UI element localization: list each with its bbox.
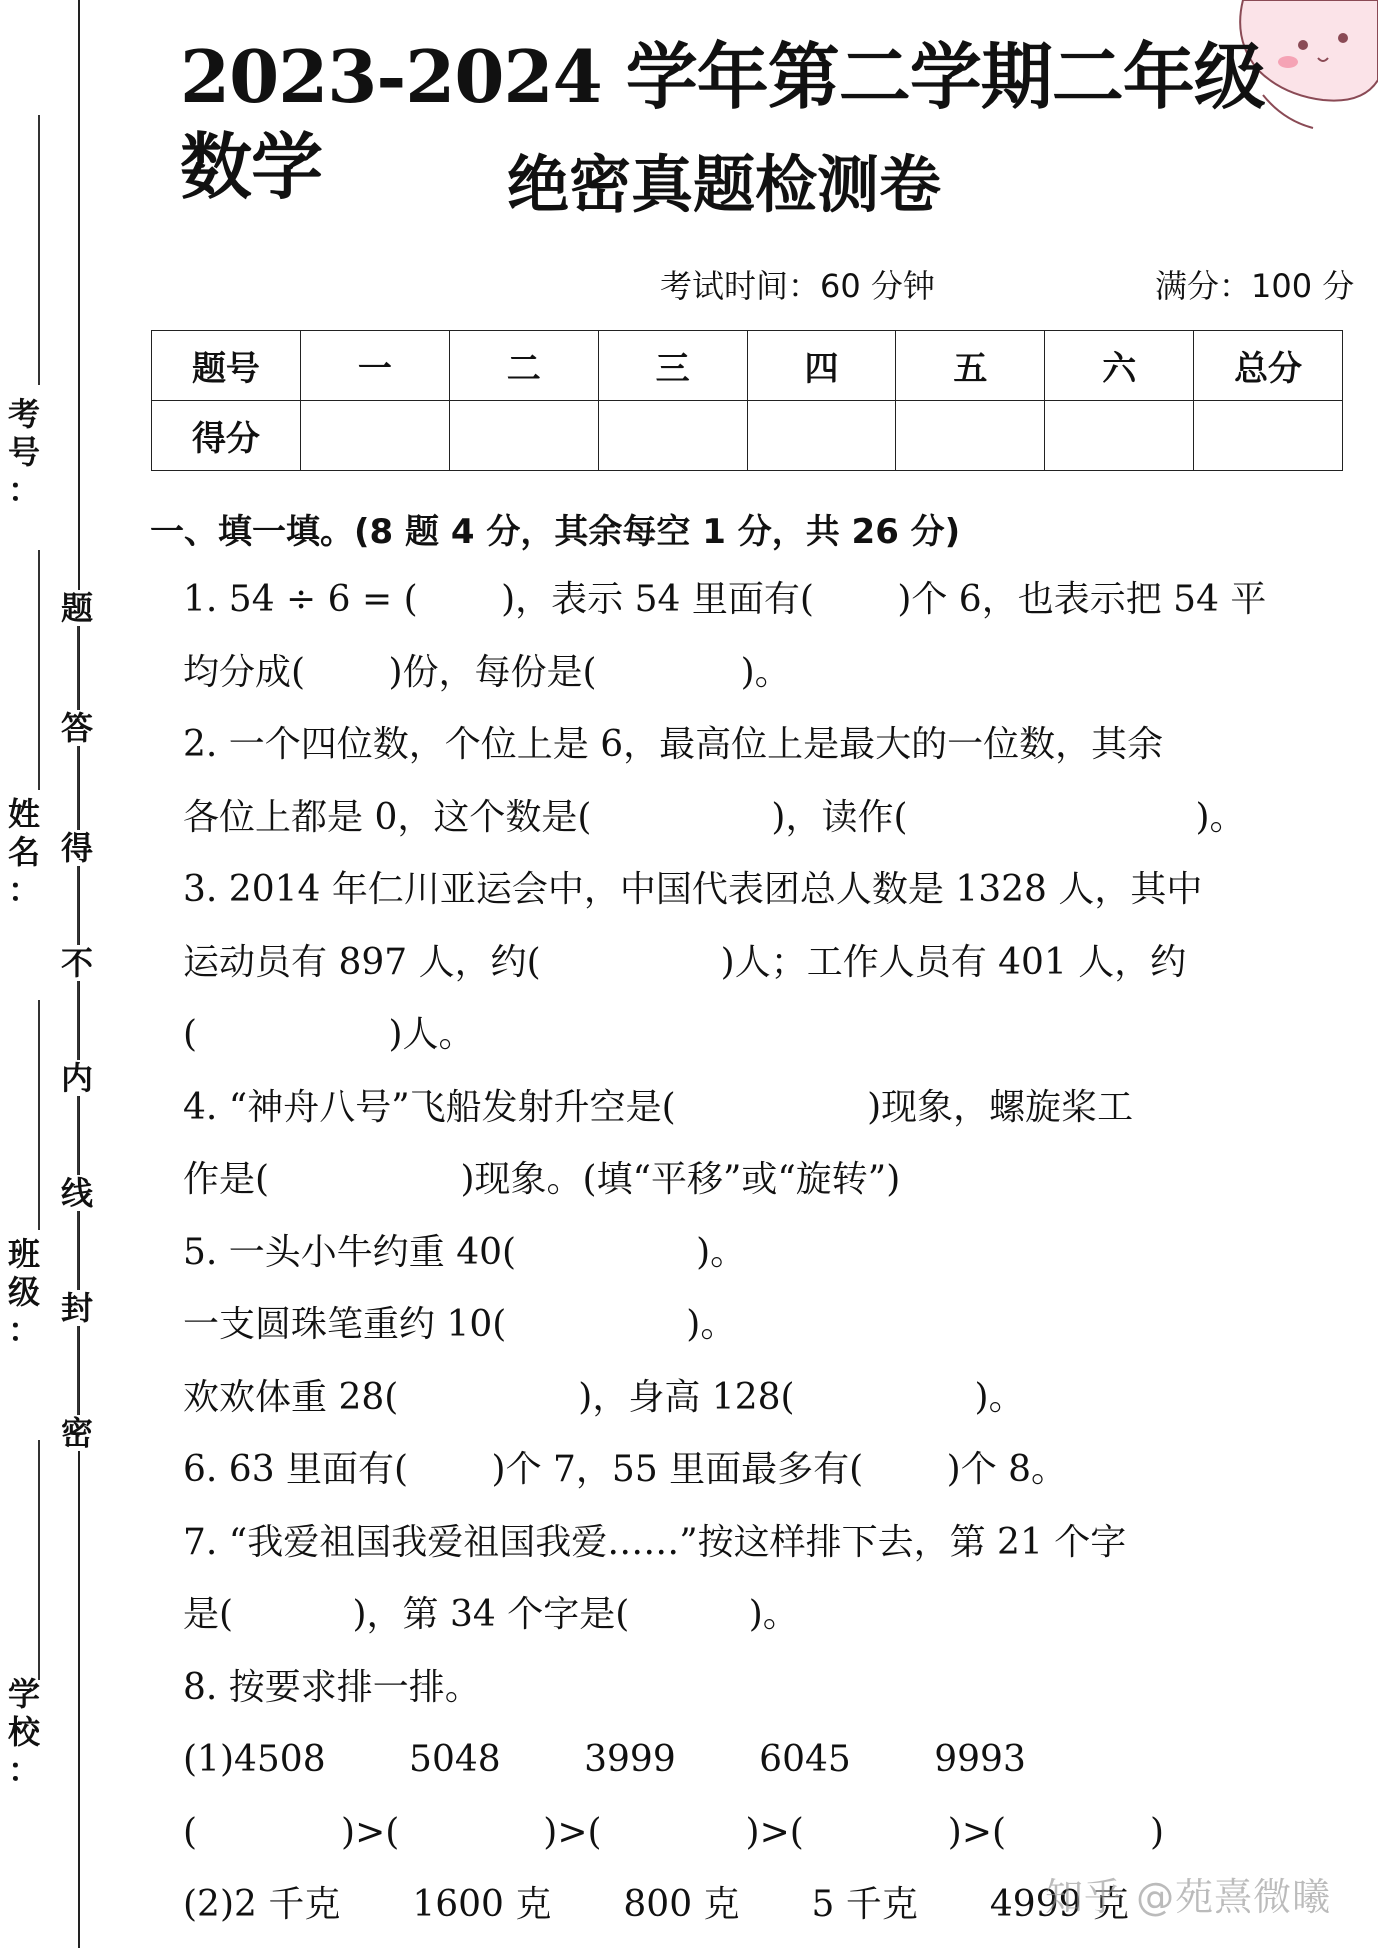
score-header-cell: 题号 xyxy=(152,331,301,401)
exam-number-field[interactable] xyxy=(2,50,46,509)
score-table xyxy=(151,330,1343,471)
score-header-cell: 五 xyxy=(896,331,1045,401)
section-fill-in xyxy=(150,500,1355,1942)
seal-line-notice xyxy=(52,590,102,1450)
question-line: 运动员有 897 人，约( )人；工作人员有 401 人，约 xyxy=(183,941,1187,983)
seal-char: 封 xyxy=(52,1290,102,1326)
seal-char: 内 xyxy=(52,1060,102,1096)
score-header-cell: 二 xyxy=(449,331,598,401)
exam-time: 考试时间：60 分钟 xyxy=(660,267,935,305)
question-line: 8. 按要求排一排。 xyxy=(183,1666,481,1708)
class-underline xyxy=(38,1000,40,1230)
score-header-cell: 六 xyxy=(1045,331,1194,401)
question-line: 6. 63 里面有( )个 7，55 里面最多有( )个 8。 xyxy=(183,1449,1068,1490)
score-row-label: 得分 xyxy=(152,401,301,471)
question-line: (1)4508 5048 3999 6045 9993 xyxy=(183,1739,1026,1780)
score-table-score-row xyxy=(152,401,1343,471)
question-line: 是( )，第 34 个字是( )。 xyxy=(183,1594,799,1635)
class-field[interactable] xyxy=(2,990,46,1370)
question-line: 7. “我爱祖国我爱祖国我爱……”按这样排下去，第 21 个字 xyxy=(183,1521,1127,1563)
exam-title: 2023-2024 学年第二学期二年级数学 xyxy=(180,34,1265,209)
binding-margin xyxy=(0,0,95,1948)
seal-char: 线 xyxy=(52,1175,102,1211)
exam-subtitle: 绝密真题检测卷 xyxy=(506,148,941,221)
school-underline xyxy=(38,1440,40,1680)
question-line: 5. 一头小牛约重 40( )。 xyxy=(183,1231,747,1273)
watermark: 知乎 @苑熹微曦 xyxy=(1045,1875,1332,1919)
score-input-cell[interactable] xyxy=(598,401,747,471)
score-table-header-row xyxy=(152,331,1343,401)
seal-char: 得 xyxy=(52,830,102,866)
score-input-cell[interactable] xyxy=(300,401,449,471)
school-label: 学 校 ： xyxy=(7,1675,40,1789)
exam-number-label: 考 号 ： xyxy=(7,395,40,509)
question-line: 各位上都是 0，这个数是( )，读作( )。 xyxy=(183,796,1246,838)
seal-char: 题 xyxy=(52,590,102,626)
score-input-cell[interactable] xyxy=(1045,401,1194,471)
seal-char: 不 xyxy=(52,945,102,981)
school-field[interactable] xyxy=(2,1430,46,1810)
question-line: 一支圆珠笔重约 10( )。 xyxy=(183,1304,737,1345)
full-score: 满分：100 分 xyxy=(1155,267,1355,305)
question-line: (2)2 千克 1600 克 800 克 5 千克 4999 克 xyxy=(183,1884,1129,1925)
seal-char: 密 xyxy=(52,1415,102,1451)
class-label: 班 级 ： xyxy=(7,1235,40,1349)
seal-char: 答 xyxy=(52,710,102,746)
name-label: 姓 名 ： xyxy=(7,795,40,909)
question-line: ( )人。 xyxy=(183,1014,475,1055)
question-line: 3. 2014 年仁川亚运会中，中国代表团总人数是 1328 人，其中 xyxy=(183,869,1203,910)
score-header-cell: 四 xyxy=(747,331,896,401)
question-line: 均分成( )份，每份是( )。 xyxy=(183,651,791,693)
score-header-cell: 总分 xyxy=(1194,331,1343,401)
score-header-cell: 三 xyxy=(598,331,747,401)
name-underline xyxy=(38,550,40,790)
question-line: 4. “神舟八号”飞船发射升空是( )现象，螺旋桨工 xyxy=(183,1086,1134,1128)
question-line: 作是( )现象。(填“平移”或“旋转”) xyxy=(183,1159,901,1200)
score-input-cell[interactable] xyxy=(896,401,1045,471)
score-input-cell[interactable] xyxy=(1194,401,1343,471)
section-heading: 一、填一填。(8 题 4 分，其余每空 1 分，共 26 分) xyxy=(150,512,961,552)
score-input-cell[interactable] xyxy=(747,401,896,471)
name-field[interactable] xyxy=(2,540,46,920)
score-input-cell[interactable] xyxy=(449,401,598,471)
question-line: 1. 54 ÷ 6 = ( )，表示 54 里面有( )个 6，也表示把 54 平 xyxy=(183,579,1267,620)
score-header-cell: 一 xyxy=(300,331,449,401)
question-line: 欢欢体重 28( )，身高 128( )。 xyxy=(183,1376,1025,1418)
question-line: ( )>( )>( )>( )>( ) xyxy=(183,1811,1165,1853)
question-line: 2. 一个四位数，个位上是 6，最高位上是最大的一位数，其余 xyxy=(183,724,1164,765)
